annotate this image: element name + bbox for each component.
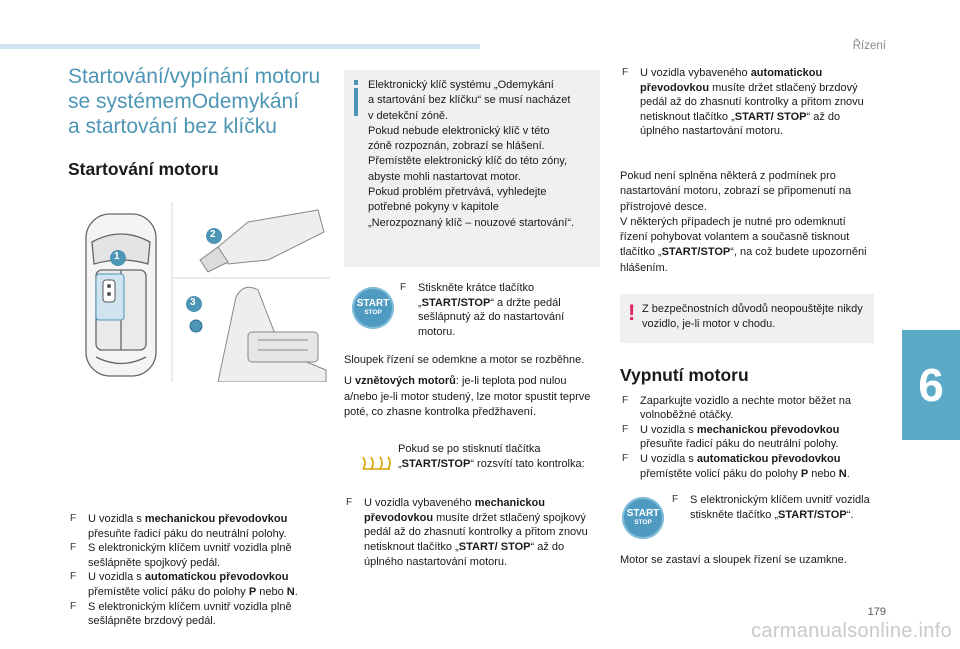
glow-plug-icon [360,454,392,472]
bullet-icon: F [70,571,77,583]
warning-text: Z bezpečnostních důvodů neopouštějte nikdy vozidlo, je-li motor v chodu. [642,303,863,331]
bullet-icon: F [70,542,77,554]
list-item: F Zaparkujte vozidlo a nechte motor běžet na volnoběžné otáčky. [622,394,851,422]
figure-label-1: 1 [114,251,120,262]
start-step-list [398,281,598,339]
figure-label-2: 2 [210,229,216,240]
bullet-icon: F [70,600,77,612]
chapter-tab[interactable] [902,330,960,440]
list-item: F U vozidla s automatickou převodovkou přemístěte volicí páku do polohy P nebo N. [70,571,298,598]
title-line: a startování bez klíčku [68,115,277,138]
column-middle [344,70,600,569]
list-item: F U vozidla vybaveného mechanickou převodovkou musíte držet stlačený spojkový pedál až do zhasnutí kontrolky a přitom znovu netisknout tlačítko „START/ STOP“ až do úplného nastartování motoru. [346,497,588,568]
section-heading-stop: Vypnutí motoru [620,364,749,385]
info-icon [350,78,362,118]
start-stop-button-icon[interactable] [352,287,394,329]
header-bar [0,44,480,49]
warning-box [620,294,874,343]
info-text: Elektronický klíč systému „Odemykání a startování bez klíčku“ se musí nacházet v detekční zóně. Pokud nebude elektronický klíč v této zóně rozpoznán, zobrazí se hlášení. Přemístěte elektronický klíč do této zóny, abyste mohli nastartovat motor. Pokud problém přetrvává, vyhledejte potřebné pokyny v kapitole „Nerozpoznaný klíč – nouzové startování“. [368,79,575,229]
page-number: 179 [867,606,886,618]
gear-lever-illustration [218,287,326,382]
figure-label-3: 3 [190,297,196,308]
title-line: Startování/vypínání motoru [68,65,321,88]
section-heading-start: Startování motoru [68,159,219,179]
column-left [68,64,330,629]
bullet-icon: F [400,281,407,293]
manual-gearbox-list [344,496,600,569]
start-label: START [356,297,390,309]
list-item: F U vozidla s automatickou převodovkou přemístěte volicí páku do polohy P nebo N. [622,453,850,480]
title-line: se systémemOdemykání [68,90,300,113]
section-title: Řízení [852,40,886,52]
list-item: F S elektronickým klíčem uvnitř vozidla plně sešlápněte brzdový pedál. [70,600,292,628]
stop-step-list [670,493,874,522]
bullet-icon: F [622,423,629,435]
start-stop-button-icon[interactable] [622,497,664,539]
car-diagram-svg [68,202,330,382]
list-item: F S elektronickým klíčem uvnitř vozidla plně sešlápněte spojkový pedál. [70,542,292,569]
list-item: F Stiskněte krátce tlačítko „START/STOP“ a držte pedál sešlápnutý až do nastartování motoru. [400,281,565,338]
start-stop-location [190,320,202,332]
chapter-number: 6 [918,359,944,411]
diesel-paragraph: U vznětových motorů: je-li teplota pod nulou a/nebo je-li motor studený, lze motor spustit teprve poté, co zhasne kontrolka předžhavení. [344,375,591,418]
unlock-paragraph: Sloupek řízení se odemkne a motor se rozběhne. [344,353,585,366]
fail-paragraph: Pokud není splněna některá z podmínek pro nastartování motoru, zobrazí se připomenutí na přístrojové desce. [620,169,852,213]
column-right [620,66,874,569]
stop-label: STOP [364,308,382,316]
car-illustration [68,202,330,382]
steering-paragraph: V některých případech je nutné pro odemknutí řízení pohybovat volantem a současně tisknout tlačítko „START/STOP“, na což budete upozorněni hlášením. [620,215,867,274]
list-item: F S elektronickým klíčem uvnitř vozidla stiskněte tlačítko „START/STOP“. [672,494,870,521]
stop-step [620,493,874,547]
start-label: START [626,508,660,520]
bullet-icon: F [346,497,353,509]
bullet-icon: F [622,67,629,78]
auto-gearbox-list [620,66,874,139]
stop-label: STOP [634,519,652,527]
info-box-key-detection [344,70,600,267]
watermark: carmanualsonline.info [751,620,952,642]
bullet-icon: F [672,494,679,506]
bullet-icon: F [622,394,629,406]
list-item: F U vozidla vybaveného automatickou převodovkou musíte držet stlačený brzdový pedál až do zhasnutí kontrolky a přitom znovu netisknout tlačítko „START/ STOP“ až do úplného nastartování motoru. [622,67,864,138]
key-fob-icon [103,280,115,302]
bullet-icon: F [70,513,77,524]
stop-steps-list [620,394,874,482]
bullet-icon: F [622,453,629,465]
final-paragraph: Motor se zastaví a sloupek řízení se uzamkne. [620,554,847,567]
glow-plug-text: Pokud se po stisknutí tlačítka „START/STOP“ rozsvítí tato kontrolka: [398,443,585,471]
glow-plug-note [344,442,600,490]
start-step [344,281,600,345]
warning-icon: ! [628,300,636,326]
start-steps-list [68,512,330,629]
list-item: F U vozidla s mechanickou převodovkou přesuňte řadicí páku do neutrální polohy. [70,513,288,540]
list-item: F U vozidla s mechanickou převodovkou přesuňte řadicí páku do neutrální polohy. [622,423,840,451]
page-title [68,64,330,139]
